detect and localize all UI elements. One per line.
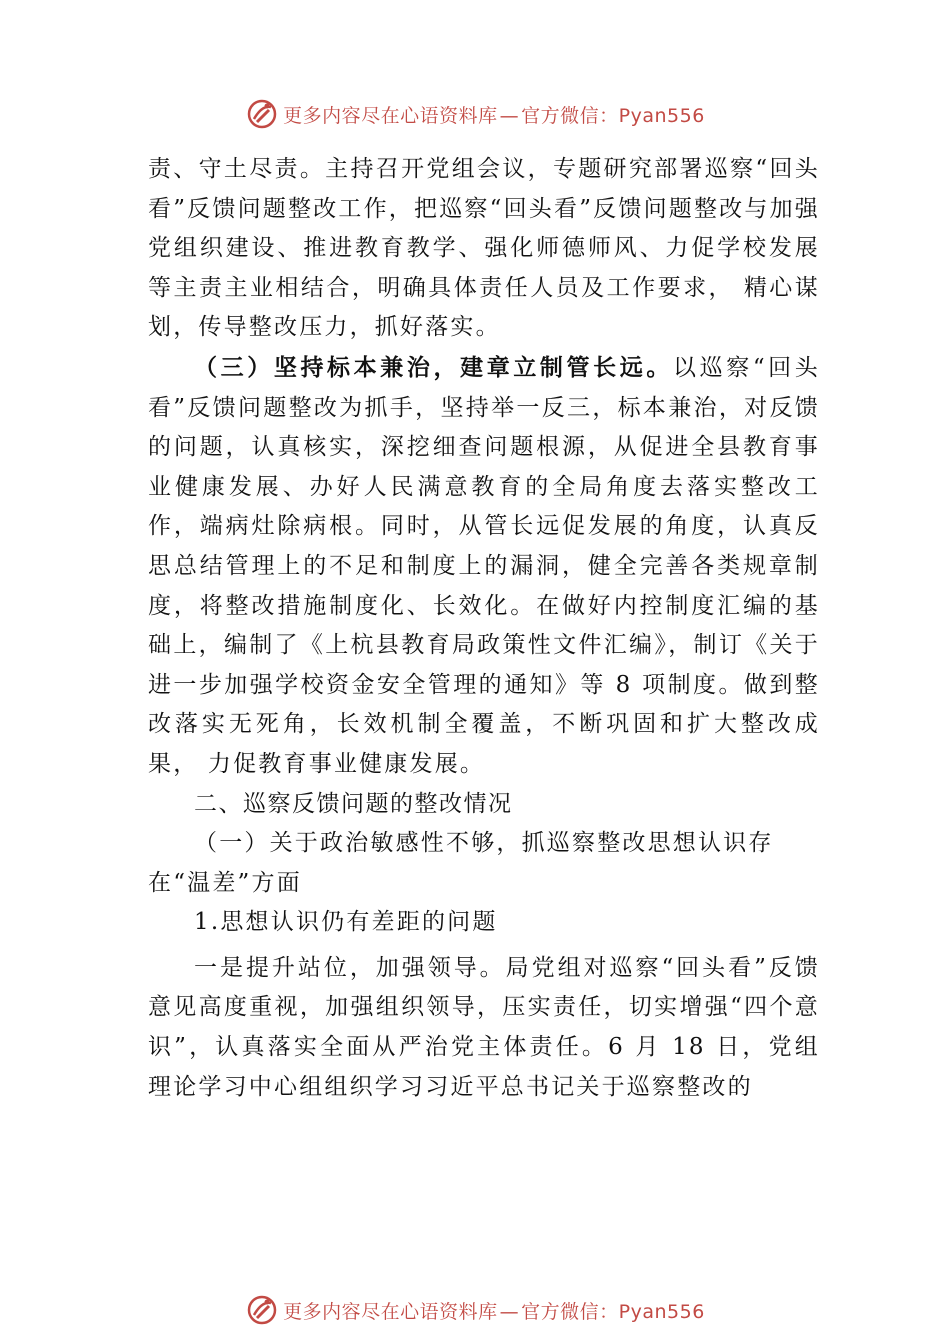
watermark-logo-icon: [245, 97, 279, 131]
item-heading: 1.思想认识仍有差距的问题: [194, 909, 498, 936]
paragraph-standard-treatment: [148, 348, 820, 785]
document-body: [148, 150, 820, 1107]
watermark-text: 更多内容尽在心语资料库 — 官方微信：Pyan556: [283, 1300, 705, 1323]
section-heading: 二、巡察反馈问题的整改情况: [194, 790, 513, 817]
paragraph-heading: （三）坚持标本兼治，建章立制管长远。: [194, 353, 673, 381]
watermark-logo-icon: [245, 1293, 279, 1327]
paragraph-raise-position: 一是提升站位，加强领导。局党组对巡察“回头看”反馈意见高度重视，加强组织领导，压实责任，切实增强“四个意识”，认真落实全面从严治党主体责任。6 月 18 日，党组理论学习中心组组织学习习近平总书记关于巡察整改的: [148, 954, 820, 1100]
paragraph-body: 以巡察“回头看”反馈问题整改为抓手，坚持举一反三，标本兼治，对反馈的问题，认真核实，深挖细查问题根源，从促进全县教育事业健康发展、办好人民满意教育的全局角度去落实整改工作，端病灶除病根。同时，从管长远促发展的角度，认真反思总结管理上的不足和制度上的漏洞，健全完善各类规章制度，将整改措施制度化、长效化。在做好内控制度汇编的基础上，编制了《上杭县教育局政策性文件汇编》，制订《关于进一步加强学校资金安全管理的通知》等 8 项制度。做到整改落实无死角，长效机制全覆盖，不断巩固和扩大整改成果， 力促教育事业健康发展。: [148, 354, 820, 777]
subsection-heading: （一）关于政治敏感性不够，抓巡察整改思想认识存在“温差”方面: [148, 830, 774, 896]
paragraph-continued: 责、守土尽责。主持召开党组会议，专题研究部署巡察“回头看”反馈问题整改工作，把巡察“回头看”反馈问题整改与加强党组织建设、推进教育教学、强化师德师风、力促学校发展等主责主业相结合，明确具体责任人员及工作要求， 精心谋划，传导整改压力，抓好落实。: [148, 156, 820, 341]
header-watermark-banner: [0, 94, 950, 134]
footer-watermark-banner: [0, 1290, 950, 1330]
watermark-text: 更多内容尽在心语资料库 — 官方微信：Pyan556: [283, 104, 705, 127]
